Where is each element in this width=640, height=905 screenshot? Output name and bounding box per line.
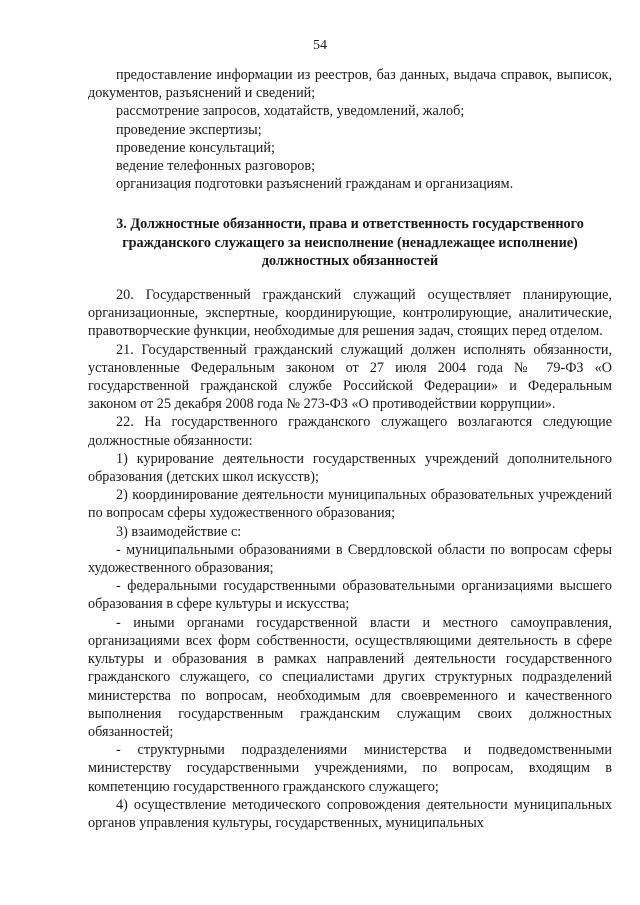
paragraph: - иными органами государственной власти и местного самоуправления, организациями всех форм собственности, осуществляющими деятельность в сфере культуры и образования в рамках направлений деятельности государственного гражданского служащего, со специалистами других структурных подразделений министерства по вопросам, необходимым для своевременного и качественного выполнения государственным гражданским служащим своих должностных обязанностей; xyxy=(88,614,612,740)
intro-list xyxy=(88,66,612,193)
paragraph: 4) осуществление методического сопровождения деятельности муниципальных органов управления культуры, государственных, муниципальных xyxy=(88,796,612,831)
section-body xyxy=(88,286,612,832)
paragraph: - структурными подразделениями министерства и подведомственными министерству государственными учреждениями, по вопросам, входящим в компетенцию государственного гражданского служащего; xyxy=(88,742,612,795)
list-item: проведение консультаций; xyxy=(116,139,275,156)
list-item: ведение телефонных разговоров; xyxy=(116,158,316,175)
paragraph: 20. Государственный гражданский служащий осуществляет планирующие, организационные, экспертные, координирующие, контролирующие, аналитические, правотворческие функции, необходимые для решения задач, стоящих перед отделом. xyxy=(88,287,612,340)
page-number: 54 xyxy=(313,38,327,53)
paragraph: 22. На государственного гражданского служащего возлагаются следующие должностные обязанности: xyxy=(88,414,612,449)
paragraph: 3) взаимодействие с: xyxy=(116,523,242,540)
section-heading: 3. Должностные обязанности, права и ответственность государственного гражданского служащего за неисполнение (ненадлежащее исполнение) должностных обязанностей xyxy=(116,216,584,269)
paragraph: 2) координирование деятельности муниципальных образовательных учреждений по вопросам сферы художественного образования; xyxy=(88,487,612,522)
paragraph: 21. Государственный гражданский служащий должен исполнять обязанности, установленные Федеральным законом от 27 июля 2004 года № 79-ФЗ «О государственной гражданской службе Российской Федерации» и Федеральным законом от 25 декабря 2008 года № 273-ФЗ «О противодействии коррупции». xyxy=(88,341,612,413)
list-item: организация подготовки разъяснений гражданам и организациям. xyxy=(116,176,514,193)
list-item: проведение экспертизы; xyxy=(116,121,262,138)
document-body xyxy=(88,66,612,832)
paragraph: - федеральными государственными образовательными организациями высшего образования в сфере культуры и искусства; xyxy=(88,578,612,613)
paragraph: - муниципальными образованиями в Свердловской области по вопросам сферы художественного образования; xyxy=(88,541,612,577)
list-item: предоставление информации из реестров, баз данных, выдача справок, выписок, документов, разъяснений и сведений; xyxy=(88,67,612,102)
list-item: рассмотрение запросов, ходатайств, уведомлений, жалоб; xyxy=(116,103,465,120)
paragraph: 1) курирование деятельности государственных учреждений дополнительного образования (детских школ искусств); xyxy=(88,450,612,486)
